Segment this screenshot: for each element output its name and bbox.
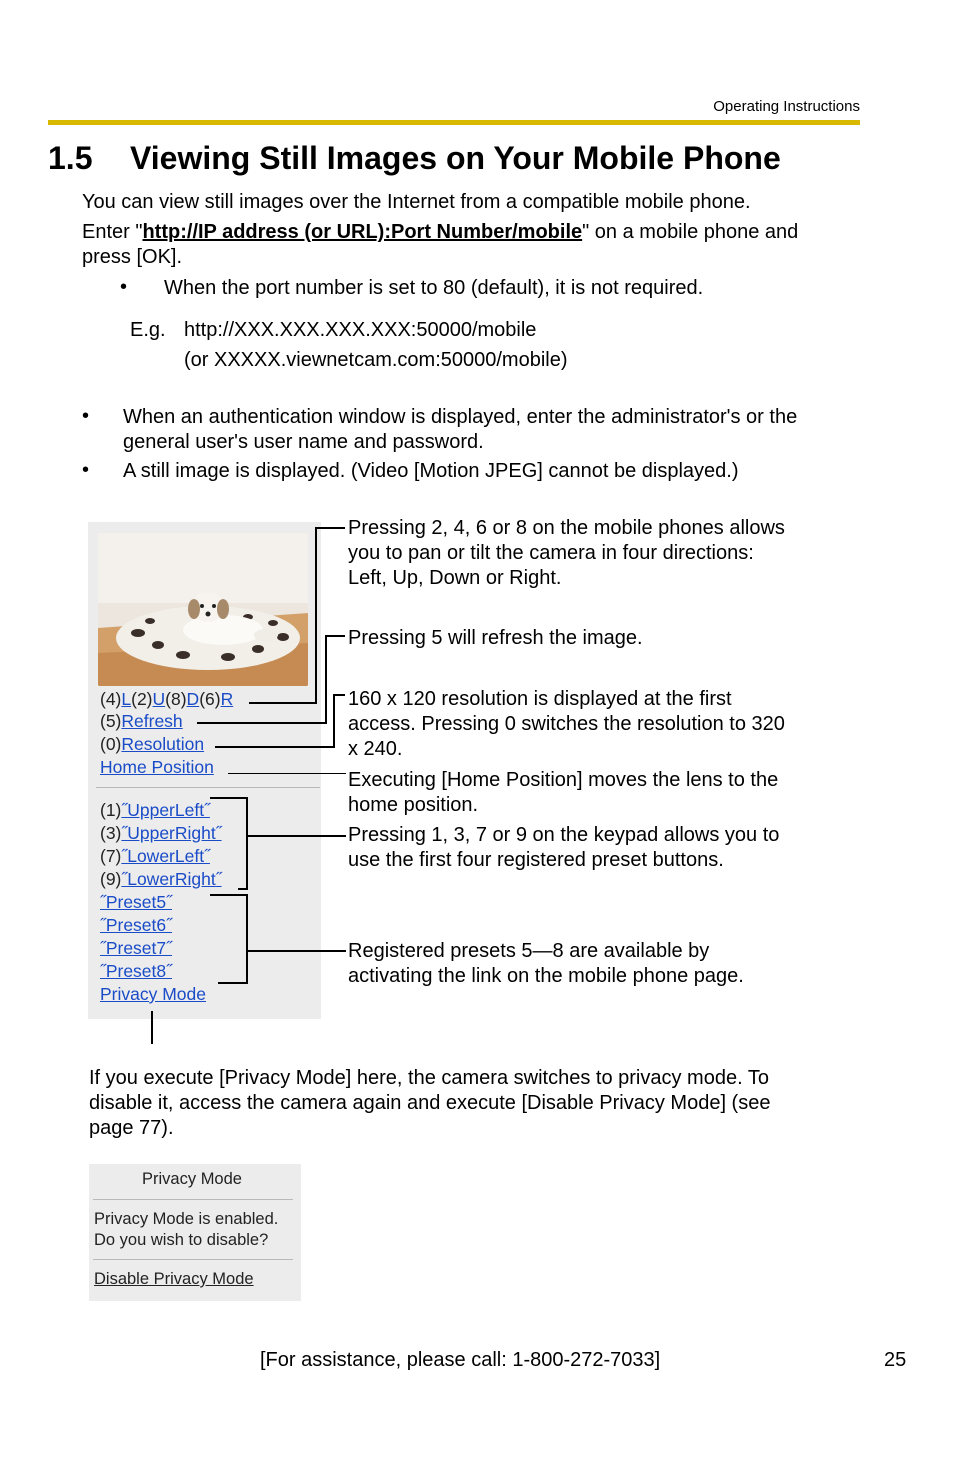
key-8: (8) bbox=[165, 689, 187, 709]
preset-row bbox=[100, 845, 210, 868]
callout-line bbox=[325, 636, 327, 724]
tilt-down-link[interactable]: D bbox=[186, 689, 200, 709]
section-number: 1.5 bbox=[48, 140, 93, 176]
preset-lowerright-link[interactable]: ˝LowerRight˝ bbox=[121, 869, 222, 889]
example-url-alt: (or XXXXX.viewnetcam.com:50000/mobile) bbox=[184, 349, 568, 371]
annotation-line: home position. bbox=[348, 794, 479, 816]
key-2: (2) bbox=[131, 689, 153, 709]
tilt-up-link[interactable]: U bbox=[152, 689, 166, 709]
privacy-screen-divider bbox=[93, 1259, 293, 1260]
callout-line bbox=[315, 528, 317, 704]
privacy-screen-question: Do you wish to disable? bbox=[94, 1231, 269, 1249]
callout-line bbox=[228, 773, 346, 774]
preset-lowerleft-link[interactable]: ˝LowerLeft˝ bbox=[121, 846, 210, 866]
preset6-link[interactable]: ˝Preset6˝ bbox=[100, 915, 172, 935]
key-6: (6) bbox=[199, 689, 221, 709]
callout-line bbox=[197, 722, 327, 724]
callout-bracket bbox=[210, 797, 248, 799]
section-title bbox=[48, 140, 781, 177]
preset-row bbox=[100, 868, 222, 891]
disable-privacy-mode-link[interactable]: Disable Privacy Mode bbox=[94, 1270, 254, 1288]
annotation-line: you to pan or tilt the camera in four directions: bbox=[348, 542, 754, 564]
annotation-line: access. Pressing 0 switches the resolution to 320 bbox=[348, 713, 785, 735]
annotation-line: Executing [Home Position] moves the lens to the bbox=[348, 769, 779, 791]
annotation-line: x 240. bbox=[348, 738, 403, 760]
privacy-screen-message: Privacy Mode is enabled. bbox=[94, 1210, 279, 1228]
preset-upperright-link[interactable]: ˝UpperRight˝ bbox=[121, 823, 222, 843]
direction-row bbox=[100, 688, 233, 711]
privacy-mode-link[interactable]: Privacy Mode bbox=[100, 984, 207, 1004]
enter-instruction bbox=[82, 220, 798, 245]
annotation-preset-keys bbox=[348, 823, 779, 873]
privacy-note-line: disable it, access the camera again and execute [Disable Privacy Mode] (see bbox=[89, 1092, 771, 1114]
privacy-note-line: page 77). bbox=[89, 1117, 174, 1139]
callout-bracket bbox=[218, 982, 248, 984]
key-5: (5) bbox=[100, 711, 122, 731]
callout-line bbox=[151, 1011, 153, 1044]
privacy-note-line: If you execute [Privacy Mode] here, the camera switches to privacy mode. To bbox=[89, 1067, 769, 1089]
annotation-line: Left, Up, Down or Right. bbox=[348, 567, 562, 589]
key-9: (9) bbox=[100, 869, 122, 889]
annotation-home bbox=[348, 768, 778, 818]
callout-line bbox=[246, 950, 346, 952]
annotation-line: Pressing 1, 3, 7 or 9 on the keypad allows you to bbox=[348, 824, 780, 846]
refresh-row bbox=[100, 710, 183, 733]
example-label: E.g. bbox=[130, 319, 166, 341]
example-url: http://XXX.XXX.XXX.XXX:50000/mobile bbox=[184, 319, 537, 341]
privacy-screen-divider bbox=[93, 1199, 293, 1200]
annotation-line: Pressing 2, 4, 6 or 8 on the mobile phones allows bbox=[348, 517, 785, 539]
key-4: (4) bbox=[100, 689, 122, 709]
bullet-marker: • bbox=[82, 405, 90, 427]
assistance-footer: [For assistance, please call: 1-800-272-7033] bbox=[260, 1349, 661, 1371]
annotation-line: 160 x 120 resolution is displayed at the first bbox=[348, 688, 732, 710]
annotation-pan-tilt bbox=[348, 516, 785, 591]
callout-bracket bbox=[246, 894, 248, 984]
key-0: (0) bbox=[100, 734, 122, 754]
annotation-line: use the first four registered preset buttons. bbox=[348, 849, 724, 871]
annotation-refresh: Pressing 5 will refresh the image. bbox=[348, 627, 643, 649]
enter-instruction-cont: press [OK]. bbox=[82, 246, 183, 268]
key-7: (7) bbox=[100, 846, 122, 866]
pan-right-link[interactable]: R bbox=[220, 689, 234, 709]
refresh-link[interactable]: Refresh bbox=[121, 711, 183, 731]
bullet-marker: • bbox=[82, 459, 90, 481]
dog-photo-illustration bbox=[98, 533, 308, 686]
preset-row bbox=[100, 822, 222, 845]
header-rule bbox=[48, 120, 860, 125]
camera-still-image bbox=[98, 533, 308, 686]
callout-line bbox=[325, 635, 345, 637]
screen-divider bbox=[96, 787, 320, 788]
annotation-line: Registered presets 5—8 are available by bbox=[348, 940, 710, 962]
enter-prefix: Enter " bbox=[82, 221, 143, 243]
home-position-row bbox=[100, 756, 214, 779]
preset-upperleft-link[interactable]: ˝UpperLeft˝ bbox=[121, 800, 210, 820]
intro-line: You can view still images over the Internet from a compatible mobile phone. bbox=[82, 191, 751, 213]
mobile-url: http://IP address (or URL):Port Number/mobile bbox=[142, 221, 583, 243]
preset8-link[interactable]: ˝Preset8˝ bbox=[100, 961, 172, 981]
callout-line bbox=[333, 694, 345, 696]
home-position-link[interactable]: Home Position bbox=[100, 757, 214, 777]
key-3: (3) bbox=[100, 823, 122, 843]
callout-line bbox=[315, 527, 345, 529]
bullet-marker: • bbox=[120, 276, 128, 298]
annotation-preset-links bbox=[348, 939, 744, 989]
preset7-link[interactable]: ˝Preset7˝ bbox=[100, 938, 172, 958]
annotation-resolution bbox=[348, 687, 785, 762]
enter-suffix: " on a mobile phone and bbox=[582, 221, 799, 243]
running-header: Operating Instructions bbox=[713, 98, 860, 115]
bullet-auth bbox=[123, 405, 797, 455]
privacy-note bbox=[89, 1066, 770, 1141]
preset-row bbox=[100, 799, 210, 822]
page-number: 25 bbox=[884, 1349, 907, 1371]
preset5-link[interactable]: ˝Preset5˝ bbox=[100, 892, 172, 912]
resolution-row bbox=[100, 733, 204, 756]
callout-bracket bbox=[246, 797, 248, 890]
key-1: (1) bbox=[100, 800, 122, 820]
callout-line bbox=[249, 702, 317, 704]
section-heading: Viewing Still Images on Your Mobile Phone bbox=[130, 140, 781, 176]
callout-bracket bbox=[210, 894, 248, 896]
privacy-screen-title: Privacy Mode bbox=[142, 1170, 242, 1188]
port-note: When the port number is set to 80 (default), it is not required. bbox=[164, 277, 704, 299]
bullet-auth-line1: When an authentication window is displayed, enter the administrator's or the bbox=[123, 406, 798, 428]
callout-line bbox=[333, 695, 335, 748]
resolution-link[interactable]: Resolution bbox=[121, 734, 205, 754]
bullet-auth-line2: general user's user name and password. bbox=[123, 431, 484, 453]
callout-line bbox=[246, 835, 346, 837]
annotation-line: activating the link on the mobile phone page. bbox=[348, 965, 744, 987]
pan-left-link[interactable]: L bbox=[121, 689, 132, 709]
callout-bracket bbox=[238, 888, 248, 890]
bullet-still: A still image is displayed. (Video [Motion JPEG] cannot be displayed.) bbox=[123, 460, 739, 482]
callout-line bbox=[215, 746, 335, 748]
